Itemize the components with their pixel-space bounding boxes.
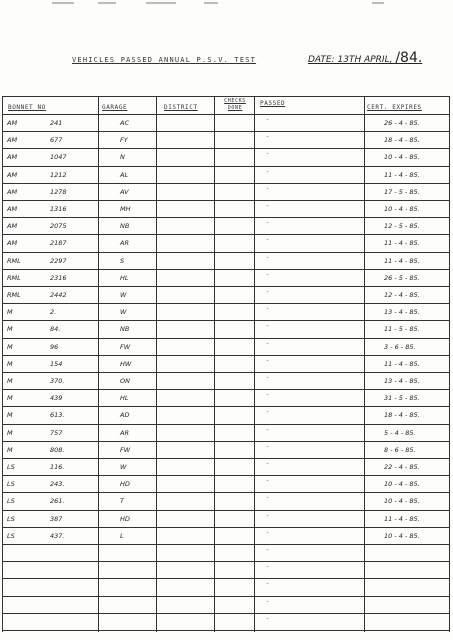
table-top-rule: [2, 96, 450, 97]
row-class: AM: [7, 153, 18, 162]
row-bonnet-number: 1047: [50, 153, 67, 162]
row-bonnet-number: 243.: [50, 480, 65, 489]
row-garage: FY: [120, 136, 128, 145]
row-passed-mark: ″: [266, 308, 270, 315]
row-passed-mark: ″: [266, 325, 270, 332]
header-bonnet: BONNET NO: [8, 104, 46, 111]
row-bonnet-number: 613.: [50, 411, 65, 420]
row-passed-mark: ″: [266, 342, 270, 349]
row-rule: [2, 406, 450, 407]
log-table: [2, 96, 450, 636]
row-passed-mark: ″: [266, 617, 270, 624]
table-column-rule: [449, 96, 450, 632]
row-cert-expiry: 11 - 4 - 85.: [384, 170, 420, 179]
row-passed-mark: ″: [266, 153, 270, 160]
row-passed-mark: ″: [266, 273, 270, 280]
row-garage: NB: [120, 222, 130, 231]
row-bonnet-number: 96: [50, 342, 59, 351]
row-class: LS: [7, 497, 15, 506]
row-passed-mark: ″: [266, 222, 270, 229]
table-column-rule: [98, 96, 99, 632]
row-garage: HD: [120, 480, 130, 489]
header-garage: GARAGE: [102, 104, 128, 111]
row-bonnet-number: 2442: [50, 291, 67, 299]
row-bonnet-number: 84.: [50, 325, 61, 334]
row-passed-mark: ″: [266, 359, 270, 366]
row-bonnet-number: 2316: [50, 273, 67, 282]
row-garage: ON: [120, 377, 130, 385]
row-rule: [2, 217, 450, 218]
row-rule: [2, 166, 450, 167]
table-column-rule: [156, 96, 157, 632]
row-cert-expiry: 10 - 4 - 85.: [384, 480, 420, 489]
row-class: AM: [7, 170, 18, 179]
row-rule: [2, 252, 450, 253]
row-rule: [2, 372, 450, 373]
row-class: AM: [7, 136, 18, 145]
row-rule: [2, 613, 450, 614]
row-garage: FW: [120, 445, 131, 454]
row-cert-expiry: 26 - 5 - 85.: [384, 273, 420, 282]
row-cert-expiry: 18 - 4 - 85.: [384, 136, 420, 145]
row-rule: [2, 389, 450, 390]
row-bonnet-number: 1278: [50, 187, 67, 196]
row-garage: NB: [120, 325, 130, 334]
row-passed-mark: ″: [266, 514, 270, 521]
row-cert-expiry: 11 - 4 - 85.: [384, 256, 420, 265]
row-garage: HW: [120, 359, 132, 368]
row-garage: AV: [120, 187, 129, 196]
row-bonnet-number: 387: [50, 514, 63, 523]
row-passed-mark: ″: [266, 463, 270, 469]
row-garage: HL: [120, 394, 129, 403]
row-passed-mark: ″: [266, 531, 270, 538]
row-passed-mark: ″: [266, 549, 270, 555]
row-class: M: [7, 428, 13, 437]
row-cert-expiry: 10 - 4 - 85.: [384, 205, 420, 213]
table-column-rule: [364, 96, 365, 632]
header-checks: CHECKS DONE: [224, 98, 246, 111]
row-rule: [2, 200, 450, 201]
row-bonnet-number: 154: [50, 359, 63, 368]
row-class: RML: [7, 273, 21, 282]
row-garage: AL: [120, 170, 129, 179]
row-class: AM: [7, 222, 18, 231]
row-class: RML: [7, 291, 21, 299]
row-class: M: [7, 394, 13, 403]
row-class: M: [7, 359, 13, 368]
row-cert-expiry: 3 - 6 - 85.: [384, 342, 416, 351]
row-passed-mark: ″: [266, 600, 270, 607]
header-rule: [2, 114, 450, 115]
row-cert-expiry: 11 - 4 - 85.: [384, 239, 420, 248]
row-rule: [2, 269, 450, 270]
row-class: M: [7, 445, 13, 454]
row-garage: FW: [120, 342, 131, 351]
table-column-rule: [214, 96, 215, 632]
row-rule: [2, 234, 450, 235]
row-passed-mark: ″: [266, 377, 270, 383]
row-garage: AR: [120, 239, 129, 248]
date-year: /84.: [395, 50, 423, 66]
row-class: LS: [7, 514, 15, 523]
row-rule: [2, 303, 450, 304]
row-bonnet-number: 2075: [50, 222, 67, 231]
header-passed: PASSED: [260, 100, 286, 107]
row-bonnet-number: 2187: [50, 239, 67, 248]
row-rule: [2, 131, 450, 132]
row-passed-mark: ″: [266, 136, 270, 143]
row-class: LS: [7, 531, 15, 540]
row-passed-mark: ″: [266, 170, 270, 177]
row-rule: [2, 320, 450, 321]
row-bonnet-number: 261.: [50, 497, 65, 506]
document-date: [308, 50, 422, 66]
table-column-rule: [2, 96, 3, 632]
row-passed-mark: ″: [266, 187, 270, 194]
row-rule: [2, 527, 450, 528]
row-rule: [2, 596, 450, 597]
row-cert-expiry: 31 - 5 - 85.: [384, 394, 420, 403]
row-bonnet-number: 2.: [50, 308, 57, 317]
row-cert-expiry: 22 - 4 - 85.: [384, 463, 420, 471]
row-bonnet-number: 241: [50, 119, 63, 127]
header-district: DISTRICT: [164, 104, 198, 111]
row-rule: [2, 148, 450, 149]
row-class: AM: [7, 187, 18, 196]
row-cert-expiry: 13 - 4 - 85.: [384, 377, 420, 385]
row-passed-mark: ″: [266, 239, 270, 246]
row-bonnet-number: 439: [50, 394, 63, 403]
row-cert-expiry: 10 - 4 - 85.: [384, 531, 420, 540]
row-cert-expiry: 13 - 4 - 85.: [384, 308, 420, 317]
row-bonnet-number: 1212: [50, 170, 67, 179]
row-class: M: [7, 342, 13, 351]
row-rule: [2, 510, 450, 511]
row-rule: [2, 338, 450, 339]
row-bonnet-number: 2297: [50, 256, 67, 265]
row-cert-expiry: 12 - 4 - 85.: [384, 291, 420, 299]
row-rule: [2, 355, 450, 356]
document-title: VEHICLES PASSED ANNUAL P.S.V. TEST: [72, 56, 257, 64]
row-bonnet-number: 370.: [50, 377, 65, 385]
row-passed-mark: ″: [266, 394, 270, 401]
row-class: AM: [7, 119, 18, 127]
row-cert-expiry: 11 - 4 - 85.: [384, 514, 420, 523]
row-cert-expiry: 11 - 5 - 85.: [384, 325, 420, 334]
row-cert-expiry: 26 - 4 - 85.: [384, 119, 420, 127]
row-passed-mark: ″: [266, 583, 270, 590]
table-column-rule: [254, 96, 255, 632]
row-garage: W: [120, 291, 127, 299]
row-passed-mark: ″: [266, 497, 270, 504]
row-cert-expiry: 8 - 6 - 85.: [384, 445, 416, 454]
row-class: M: [7, 377, 13, 385]
row-garage: W: [120, 463, 127, 471]
row-cert-expiry: 17 - 5 - 85.: [384, 187, 420, 196]
row-cert-expiry: 5 - 4 - 85.: [384, 428, 416, 437]
row-rule: [2, 441, 450, 442]
row-passed-mark: ″: [266, 428, 270, 435]
row-bonnet-number: 116.: [50, 463, 65, 471]
header-cert: CERT. EXPIRES: [367, 104, 422, 111]
row-rule: [2, 475, 450, 476]
row-garage: HD: [120, 514, 130, 523]
date-label: DATE: 13TH APRIL,: [308, 55, 393, 65]
row-class: AM: [7, 205, 18, 213]
scan-artifact: [0, 0, 453, 10]
row-garage: AD: [120, 411, 130, 420]
row-class: AM: [7, 239, 18, 248]
row-class: M: [7, 325, 13, 334]
row-passed-mark: ″: [266, 205, 270, 211]
row-class: M: [7, 411, 13, 420]
row-cert-expiry: 10 - 4 - 85.: [384, 153, 420, 162]
row-passed-mark: ″: [266, 445, 270, 452]
row-garage: N: [120, 153, 125, 162]
row-cert-expiry: 12 - 5 - 85.: [384, 222, 420, 231]
row-rule: [2, 183, 450, 184]
row-cert-expiry: 18 - 4 - 85.: [384, 411, 420, 420]
row-class: M: [7, 308, 13, 317]
row-garage: T: [120, 497, 124, 506]
row-passed-mark: ″: [266, 411, 270, 418]
row-passed-mark: ″: [266, 480, 270, 487]
row-class: LS: [7, 463, 15, 471]
row-rule: [2, 561, 450, 562]
row-bonnet-number: 808.: [50, 445, 65, 454]
row-garage: AC: [120, 119, 129, 127]
row-rule: [2, 458, 450, 459]
row-bonnet-number: 757: [50, 428, 63, 437]
row-rule: [2, 424, 450, 425]
row-garage: HL: [120, 273, 129, 282]
row-bonnet-number: 437.: [50, 531, 65, 540]
row-garage: S: [120, 256, 125, 265]
row-passed-mark: ″: [266, 566, 270, 573]
row-rule: [2, 578, 450, 579]
row-passed-mark: ″: [266, 291, 270, 297]
row-passed-mark: ″: [266, 256, 270, 263]
row-rule: [2, 492, 450, 493]
row-rule: [2, 286, 450, 287]
row-class: RML: [7, 256, 21, 265]
row-cert-expiry: 11 - 4 - 85.: [384, 359, 420, 368]
row-passed-mark: ″: [266, 119, 270, 125]
row-garage: L: [120, 531, 124, 540]
row-bonnet-number: 1316: [50, 205, 67, 213]
row-garage: W: [120, 308, 127, 317]
row-class: LS: [7, 480, 15, 489]
row-rule: [2, 630, 450, 631]
row-bonnet-number: 677: [50, 136, 63, 145]
row-cert-expiry: 10 - 4 - 85.: [384, 497, 420, 506]
row-garage: MH: [120, 205, 131, 213]
row-garage: AR: [120, 428, 129, 437]
row-rule: [2, 544, 450, 545]
